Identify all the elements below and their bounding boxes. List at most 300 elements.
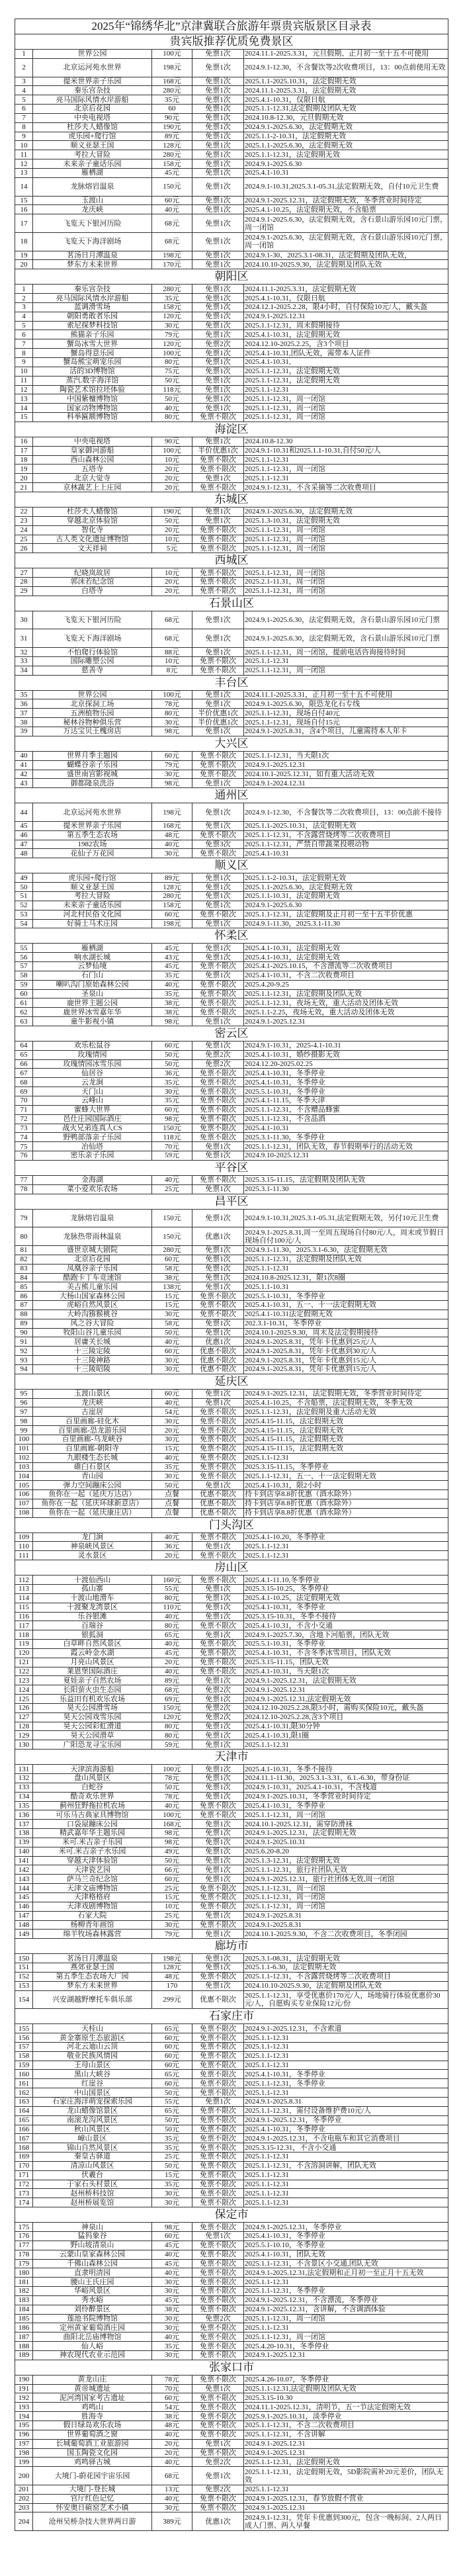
table-row [15,2440,448,2449]
row-number: 118 [18,1630,30,1639]
table-row [15,214,448,233]
benefit-type: 免票不限次 [192,2495,243,2503]
benefit-type: 免票1次 [192,1793,243,1801]
scenic-name: 鱼你在一起（延庆康庄店） [32,1509,151,1517]
table-row [15,1585,448,1594]
row-number: 45 [20,822,28,830]
row-number: 138 [18,1829,30,1838]
scenic-name: 凤凰谷亲子乐园 [32,1265,151,1273]
benefit-type: 免票1次 [192,1774,243,1783]
ticket-price: 80元 [151,709,192,717]
table-row [15,1282,448,1292]
usage-notes: 2025.1.1-12.31 [243,2180,448,2189]
table-row [15,1435,448,1444]
usage-notes: 2025.4.20-10.31，冬季停业 [243,2342,448,2350]
usage-notes: 2024.9.1-2025.8.31 [243,1912,448,1920]
table-row [15,752,448,761]
usage-notes: 2025.1.1-10.31 [243,1282,448,1291]
ticket-price: 35元 [151,971,192,980]
benefit-type: 免票不限次 [192,535,243,544]
scenic-name: 河北云迪山云顶 [32,2043,151,2051]
table-row [15,1078,448,1087]
ticket-price: 50元 [151,1051,192,1059]
ticket-price: 20元 [151,465,192,473]
row-number: 114 [18,1594,30,1603]
scenic-name: 清凉山风景区 [32,2162,151,2170]
row-number: 88 [20,1310,28,1319]
scenic-name: 秘林谷物种俱乐营 [32,718,151,727]
table-row [15,2232,448,2241]
table-row [15,920,448,929]
row-number: 149 [18,1930,30,1938]
scenic-name: 大岭沟猕猴桃谷 [32,1310,151,1319]
usage-notes: 2025.6.20-8.20 [243,1847,448,1856]
scenic-name: 大境门-登长城 [32,2485,151,2494]
row-number: 6 [22,330,26,339]
scenic-name: 赵州桥科技馆 [32,2189,151,2198]
scenic-name: 花仙子万花园 [32,849,151,858]
ticket-price: 50元 [151,394,192,403]
table-row [15,1292,448,1301]
benefit-type: 免票1次 [192,251,243,260]
benefit-type: 免票1次 [192,159,243,168]
row-number: 22 [20,508,28,516]
scenic-name: 神农现代农业示范园 [32,2351,151,2360]
ticket-price: 35元 [151,990,192,999]
usage-notes: 2025.1.1-12.31，冬季停业 [243,2287,448,2295]
scenic-name: 云龙涧 [32,1078,151,1087]
benefit-type: 免票1次 [192,197,243,205]
scenic-name: 石家庄海洋萌宠探索乐园 [32,2098,151,2106]
table-row [15,474,448,483]
section-title: 平谷区 [15,1161,448,1176]
usage-notes: 2025.1.1-12.31，严禁自带蔬菜投喂动物 [243,840,448,849]
usage-notes: 2025.4.1-10.31，冬季停业 [243,1603,448,1612]
benefit-type: 免票不限次 [192,2250,243,2259]
benefit-type: 免票不限次 [192,1649,243,1658]
scenic-name: 世界月季主题园 [32,752,151,760]
benefit-type: 免票不限次 [192,2223,243,2231]
benefit-type: 免票1次 [192,1695,243,1703]
row-number: 196 [18,2430,30,2439]
ticket-price: 30元 [151,2287,192,2295]
scenic-name: 雁栖湖 [32,169,151,177]
usage-notes: 2025.1.1-2025.6.30，法定假期无效 [243,883,448,891]
usage-notes: 2024.9.1-30、2025.3.1-08.31，法定假期及团队无效， [243,251,448,260]
scenic-name: 龙脉熔岩温泉 [32,178,151,196]
ticket-price: 20元 [151,483,192,492]
scenic-name: 百瑞谷 [32,1621,151,1630]
scenic-name: 天门山 [32,1087,151,1096]
benefit-type: 免票1次 [192,1982,243,1990]
scenic-name: 风之谷大冒险 [32,1319,151,1328]
usage-notes: 2024.9.1-2025.12.31 [243,1685,448,1694]
benefit-type: 免票1次 [192,1265,243,1273]
ticket-price: 20元 [151,587,192,596]
ticket-price: 190元 [151,123,192,132]
scenic-name: 圣泉山 [32,990,151,999]
table-row [15,1902,448,1912]
scenic-name: 弹力空间蹦床公园 [32,1481,151,1489]
usage-notes: 2024.9.1-2025.12.31，冬季停业 [243,2223,448,2231]
scenic-name: 百里画廊-乌龙峡谷 [32,1435,151,1444]
table-row [15,483,448,492]
table-row [15,1417,448,1426]
ticket-price: 40元 [151,2332,192,2341]
ticket-price: 30元 [151,770,192,779]
scenic-name: 五塔寺 [32,465,151,473]
benefit-type: 免票不限次 [192,1463,243,1472]
scenic-name: 胜海寺 [32,2412,151,2421]
row-number: 48 [20,849,28,858]
row-number: 190 [18,2376,30,2384]
ticket-price: 128元 [151,883,192,891]
benefit-type: 免票2次 [192,1713,243,1722]
usage-notes: 2024.9.1-2025.8.31 [243,2098,448,2106]
ticket-price: 100元 [151,349,192,357]
table-row [15,1337,448,1347]
row-number: 171 [18,2171,30,2180]
usage-notes: 2025.1.1-12.31，周一闭馆 [243,404,448,412]
section-title: 顺义区 [15,858,448,873]
row-number: 169 [18,2153,30,2161]
usage-notes: 2025.1.1-12.31，法定假期无效 [243,377,448,385]
row-number: 159 [18,2061,30,2070]
ticket-price: 60元 [151,910,192,919]
table-row [15,1481,448,1490]
row-number: 121 [18,1658,30,1667]
row-number: 36 [20,699,28,708]
ticket-price: 60 [151,105,192,113]
row-number: 67 [20,1069,28,1077]
usage-notes: 2024.9.1-2025.12.31，法定假期无效，冬季营业时间待定 [243,1390,448,1398]
scenic-name: 敬业民族风情园 [32,2052,151,2061]
benefit-type: 免票1次 [192,1783,243,1792]
ticket-price: 118元 [151,386,192,394]
section-title: 门头沟区 [15,1518,448,1533]
ticket-price: 35元 [151,95,192,104]
scenic-name: 盘山风景区 [32,1774,151,1783]
ticket-price: 20元 [151,2440,192,2448]
row-number: 80 [20,1232,28,1241]
table-row [15,691,448,700]
ticket-price: 60元 [151,1347,192,1355]
scenic-name: 鸡鸣驿古城 [32,2458,151,2466]
usage-notes: 2025.1.1-12.31，夜场无效，重大活动及团体无效 [243,999,448,1007]
ticket-price: 98元 [151,1115,192,1124]
usage-notes: 2025.9.1-2025.10.31，淡季停业 [243,2412,448,2421]
row-number: 107 [18,1499,30,1508]
table-row [15,971,448,981]
row-number: 132 [18,1774,30,1783]
ticket-price: 78元 [151,2376,192,2384]
ticket-price: 36元 [151,1069,192,1077]
table-row [15,2171,448,2180]
table-row [15,2260,448,2269]
ticket-price: 13元 [151,2485,192,2494]
ticket-price: 50元 [151,1481,192,1489]
scenic-name: 索尼探梦科技馆 [32,322,151,330]
usage-notes: 持卡到店享8.8折优惠（酒水除外） [243,1499,448,1508]
usage-notes: 2025.1.1-12.31，周一闭馆 [243,587,448,596]
usage-notes: 2024.9.1-2025.12.31,法定假期和正月初一至正月十五无效 [243,2268,448,2277]
benefit-type: 免票不限次 [192,1310,243,1319]
table-row [15,1008,448,1017]
table-row [15,910,448,920]
table-row [15,1407,448,1417]
table-row [15,2241,448,2250]
row-number: 108 [18,1509,30,1517]
usage-notes: 2025.1.1-12.31，周一闭馆 [243,2315,448,2323]
scenic-name: 鱼你在一起（延庆环球新意店） [32,1499,151,1508]
table-row [15,1246,448,1255]
table-row [15,568,448,578]
usage-notes: 2025.1.1-12.31，法定假期无效 [243,367,448,376]
row-number: 197 [18,2440,30,2448]
scenic-name: 龙门涧 [32,1533,151,1542]
table-row [15,2332,448,2342]
benefit-type: 免票1次 [192,1210,243,1227]
table-row [15,2458,448,2467]
benefit-type: 免票1次 [192,1857,243,1865]
table-row [15,648,448,657]
scenic-name: 天桂山 [32,2024,151,2033]
row-number: 136 [18,1810,30,1819]
table-row [15,2287,448,2296]
benefit-type: 免票1次 [192,141,243,150]
table-row [15,2043,448,2052]
usage-notes: 2025.4.1-10.31，不含小交通 [243,1621,448,1630]
benefit-type: 免票1次 [192,920,243,928]
scenic-name: 广阳恐龙寻宝乐园 [32,1740,151,1749]
ticket-price: 60元 [151,1390,192,1398]
row-number: 2 [22,64,26,72]
row-number: 4 [22,86,26,95]
row-number: 59 [20,981,28,989]
ticket-price: 59元 [151,1740,192,1749]
benefit-type: 免票不限次 [192,2143,243,2152]
scenic-name: 昊天公园彩虹滑道 [32,1722,151,1731]
scenic-name: 蓟州狂野拖拉机农场 [32,1802,151,1810]
usage-notes: 2024.9.1-10.31和2025.1.1-10.31,自付50元/人 [243,447,448,455]
row-number: 77 [20,1176,28,1184]
usage-notes: 2025.1.1-12.31 [243,2189,448,2198]
row-number: 139 [18,1838,30,1847]
row-number: 64 [20,1042,28,1050]
scenic-name: 纪晓岚故居 [32,568,151,577]
table-row [15,981,448,990]
scenic-name: 酷跑卡丁车竞速馆 [32,1274,151,1282]
benefit-type: 免票1次 [192,1142,243,1151]
row-number: 93 [20,1356,28,1364]
scenic-name: 世界葡萄酒之窗 [32,2430,151,2439]
row-number: 86 [20,1292,28,1300]
row-number: 192 [18,2393,30,2402]
row-number: 76 [20,1151,28,1160]
usage-notes: 2024.9.1-12.31，凭年卡优惠到300元，包含一晚标间、2人两日成人门票、两人早餐 [243,2512,448,2530]
benefit-type: 免票1次 [192,1865,243,1874]
row-number: 191 [18,2385,30,2393]
row-number: 185 [18,2314,30,2323]
scenic-name: 杜莎夫人蜡像馆 [32,123,151,132]
benefit-type: 免票不限次 [192,1810,243,1819]
table-row [15,1551,448,1560]
table-row [15,2125,448,2135]
scenic-name: 亮马国际风情水岸游船 [32,294,151,302]
scenic-name: 灵水景区 [32,1551,151,1560]
row-number: 39 [20,727,28,736]
usage-notes: 2025.1.1-12.31 [243,2278,448,2286]
table-row [15,2495,448,2504]
benefit-type: 免票不限次 [192,1640,243,1648]
scenic-name: 玉渡山 [32,197,151,205]
row-number: 75 [20,1142,28,1151]
row-number: 167 [18,2134,30,2143]
scenic-name: 飞览天下银河历险 [32,214,151,232]
usage-notes: 2025.4.1-10.31，团队无效 [243,2250,448,2259]
benefit-type: 免票1次 [192,1731,243,1740]
ticket-price: 30元 [151,2315,192,2323]
usage-notes: 2025.4.1-11.15，冬季天津 [243,1096,448,1105]
ticket-price: 35元 [151,294,192,302]
benefit-type: 免票2次 [192,1685,243,1694]
ticket-price: 150元 [151,1227,192,1245]
usage-notes: 2025.3.1-11.30，冬季停业 [243,1133,448,1141]
section-title: 天津市 [15,1750,448,1765]
usage-notes: 2025.4.1-10.31 [243,169,448,177]
table-row [15,437,448,447]
table-row [15,2162,448,2171]
table-row [15,953,448,962]
benefit-type: 免票不限次 [192,587,243,596]
benefit-type: 免票1次 [192,1954,243,1963]
benefit-type: 免票1次 [192,358,243,367]
ticket-price: 60元 [151,752,192,760]
table-row [15,1042,448,1051]
table-row [15,285,448,294]
table-row [15,1255,448,1265]
benefit-type: 免票1次 [192,1829,243,1838]
row-number: 61 [20,999,28,1007]
scenic-name: 刘伶醉景区 [32,2305,151,2314]
scenic-name: 怀安奥日碹窑艺术小镇 [32,2504,151,2512]
benefit-type: 免票1次 [192,803,243,821]
ticket-price: 70元 [151,1142,192,1151]
row-number: 140 [18,1847,30,1856]
row-number: 82 [20,1255,28,1264]
table-row [15,205,448,214]
benefit-type: 免票1次 [192,1594,243,1603]
usage-notes: 2025.1.1-12.31，法定假期及重大活动无效 [243,1407,448,1416]
benefit-type: 免票不限次 [192,831,243,840]
ticket-price: 198元 [151,59,192,77]
ticket-price: 150元 [151,1210,192,1227]
table-row [15,2376,448,2385]
scenic-name: 银狐洞 [32,1630,151,1639]
table-row [15,1509,448,1518]
usage-notes: 2025.1.1-12.31，周一闭馆 [243,1902,448,1911]
row-number: 115 [18,1603,30,1612]
benefit-type: 免票1次 [192,1838,243,1847]
table-row [15,2449,448,2458]
table-row [15,1613,448,1622]
benefit-type: 免票1次 [192,50,243,58]
table-row [15,761,448,770]
usage-notes: 2025.1.1-12.31 [243,2052,448,2061]
scenic-name: 蟹岛得意乐园 [32,349,151,357]
row-number: 24 [20,526,28,535]
table-row [15,1630,448,1640]
table-row [15,1930,448,1939]
row-number: 46 [20,831,28,840]
section-title: 廊坊市 [15,1939,448,1954]
benefit-type: 优惠1次 [192,1337,243,1346]
row-number: 13 [20,394,28,403]
table-row [15,1142,448,1151]
scenic-name: 穿越北京体验馆 [32,517,151,525]
row-number: 146 [18,1902,30,1911]
benefit-type: 免票不限次 [192,1301,243,1310]
usage-notes: 2025.4.15-11.15，法定假期无效 [243,1435,448,1444]
table-row [15,330,448,339]
table-row [15,990,448,999]
scenic-name: 杜莎夫人蜡像馆 [32,508,151,516]
usage-notes: 2024.10.1-2025.9.30，不含二次收费项目，冬季闭园 [243,1930,448,1938]
usage-notes: 2024.9.1-10.31,2025.3.1-05.31,法定假期无效，自付10元卫生费 [243,178,448,196]
ticket-price: 120元 [151,1713,192,1722]
row-number: 14 [20,404,28,412]
table-row [15,2351,448,2360]
benefit-type: 免票不限次 [192,2403,243,2411]
row-number: 168 [18,2143,30,2152]
benefit-type: 免票1次 [192,1319,243,1328]
usage-notes: 2025.1.1-12.31，当天限1次 [243,752,448,760]
row-number: 193 [18,2403,30,2411]
usage-notes: 2025.4.1-10.31, [243,358,448,367]
benefit-type: 优惠不限次 [192,1365,243,1374]
section-title: 丰台区 [15,676,448,691]
ticket-price: 68元 [151,233,192,251]
scenic-name: 龙庆峡 [32,1399,151,1407]
benefit-type: 免票不限次 [192,1417,243,1425]
ticket-price: 10元 [151,657,192,666]
usage-notes: 2024.9.1-2025.12.31，不含电瓶车和其它消费项目 [243,2134,448,2143]
scenic-name: 活的3D博物馆 [32,367,151,376]
scenic-name: 考拉大冒险 [32,892,151,901]
table-row [15,197,448,206]
table-row [15,1096,448,1106]
ticket-price: 68元 [151,611,192,629]
table-row [15,1774,448,1783]
scenic-name: 天津滨海游船 [32,1765,151,1773]
row-number: 124 [18,1685,30,1694]
benefit-type: 免票不限次 [192,657,243,666]
row-number: 137 [18,1820,30,1828]
table-row [15,1087,448,1096]
ticket-price: 120元 [151,339,192,348]
benefit-type: 免票1次 [192,312,243,321]
table-row [15,159,448,169]
ticket-price: 20元 [151,1551,192,1560]
scenic-name: 北京运河苑水世界 [32,803,151,821]
row-number: 10 [20,141,28,150]
ticket-price: 89元 [151,132,192,141]
row-number: 1 [22,50,26,58]
row-number: 12 [20,159,28,168]
usage-notes: 2025.1.1-12.31 [243,1454,448,1462]
ticket-price: 38元 [151,1274,192,1282]
section-title: 房山区 [15,1560,448,1576]
